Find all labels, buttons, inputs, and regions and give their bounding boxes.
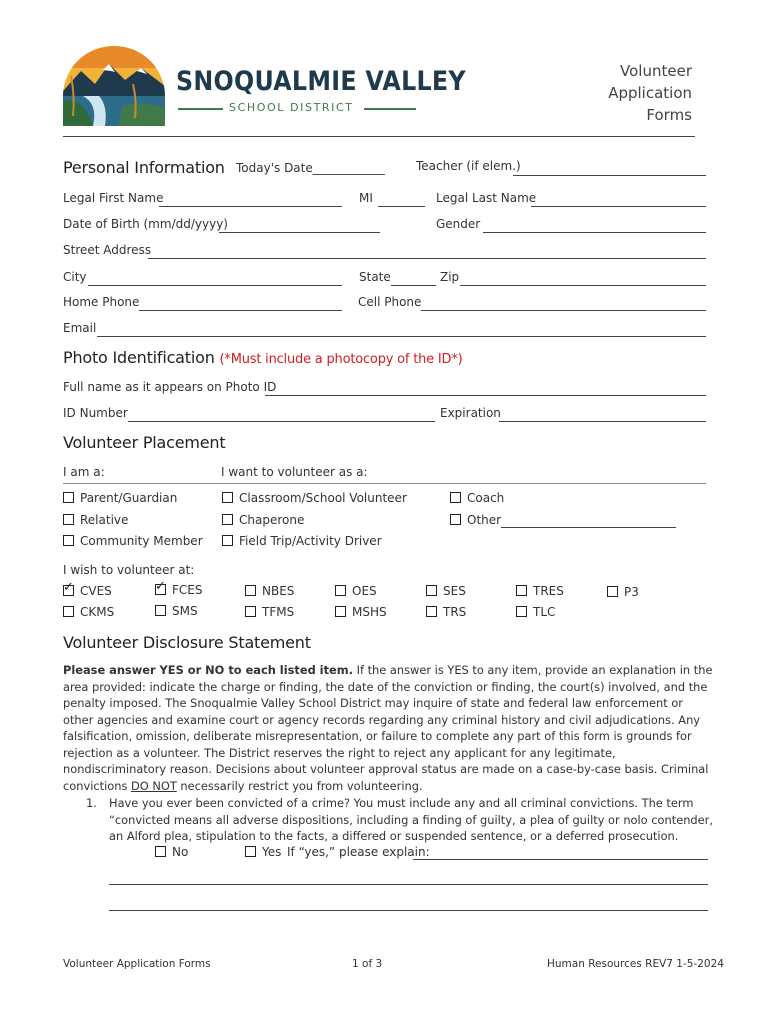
todays-date-text: Today's Date [236, 161, 313, 175]
email-field[interactable] [97, 336, 706, 337]
checkbox-icon[interactable] [155, 846, 166, 857]
district-logo [63, 46, 165, 126]
street-field[interactable] [148, 258, 706, 259]
logo-rule-left [178, 108, 223, 110]
disclosure-text-1: If the answer is YES to any item, provide an explanation in the area provided: indicate the charge or finding, the date of the conviction or finding, the court(s) involved, and the penalty imposed. The Snoqualmie Valley School District may inquire of state and federal law enforcement or other agencies and examine court or agency records regarding any criminal history and civil adjudications. Any falsification, omission, deliberate misrepresentation, or failure to complete any part of this form is grounds for rejection as a volunteer. The District reserves the right to reject any applicant for any legitimate, nondiscriminatory reason. Decisions about volunteer approval status are made on a case-by-case basis. Criminal convictions [63, 663, 713, 793]
checkbox-icon[interactable] [335, 585, 346, 596]
checkbox-icon[interactable] [222, 492, 233, 503]
checkbox-other[interactable] [450, 513, 501, 527]
zip-field[interactable] [460, 285, 706, 286]
checkbox-label: Field Trip/Activity Driver [239, 534, 382, 548]
state-label: State [359, 270, 391, 284]
checkbox-icon[interactable] [63, 492, 74, 503]
school-label: OES [352, 584, 377, 598]
school-fces[interactable] [155, 583, 202, 597]
school-tres[interactable] [516, 584, 564, 598]
i-am-a-label: I am a: [63, 465, 105, 479]
school-label: MSHS [352, 605, 387, 619]
checkbox-icon[interactable] [63, 535, 74, 546]
teacher-label: Teacher (if elem.) [416, 159, 521, 173]
teacher-field[interactable] [513, 175, 706, 176]
school-cves[interactable] [63, 584, 112, 598]
checkbox-checked-icon[interactable] [63, 585, 74, 596]
explain-label: If “yes,” please explain: [287, 845, 430, 859]
full-name-label: Full name as it appears on Photo ID [63, 380, 277, 394]
todays-date-blank[interactable]: ____________ [312, 161, 385, 175]
school-label: TFMS [262, 605, 295, 619]
checkbox-parent-guardian[interactable] [63, 491, 177, 505]
school-label: SMS [172, 604, 198, 618]
city-label: City [63, 270, 87, 284]
state-field[interactable] [391, 285, 436, 286]
document-title-line2: Application [608, 84, 692, 102]
school-nbes[interactable] [245, 584, 294, 598]
school-sms[interactable] [155, 604, 198, 618]
cell-phone-field[interactable] [421, 310, 706, 311]
other-field[interactable] [501, 527, 676, 528]
expiration-label: Expiration [440, 406, 501, 420]
checkbox-label: Coach [467, 491, 505, 505]
legal-last-field[interactable] [531, 206, 706, 207]
photo-id-heading-text: Photo Identification [63, 348, 215, 367]
school-label: FCES [172, 583, 203, 597]
checkbox-relative[interactable] [63, 513, 128, 527]
school-label: P3 [624, 585, 639, 599]
cell-phone-label: Cell Phone [358, 295, 422, 309]
header-divider [63, 136, 695, 137]
checkbox-field-trip-driver[interactable] [222, 534, 382, 548]
street-label: Street Address [63, 243, 152, 257]
school-label: TRS [443, 605, 467, 619]
dob-field[interactable] [219, 232, 380, 233]
school-tfms[interactable] [245, 605, 294, 619]
checkbox-icon[interactable] [245, 606, 256, 617]
disclosure-heading: Volunteer Disclosure Statement [63, 633, 311, 652]
school-oes[interactable] [335, 584, 377, 598]
photo-id-heading [63, 348, 463, 367]
disclosure-paragraph [63, 662, 713, 794]
legal-first-field[interactable] [159, 206, 342, 207]
answer-yes[interactable] [245, 845, 281, 859]
footer-right: Human Resources REV7 1-5-2024 [547, 958, 724, 970]
footer-page-number: 1 of 3 [352, 958, 383, 970]
checkbox-icon[interactable] [450, 514, 461, 525]
checkbox-label: Relative [80, 513, 129, 527]
checkbox-icon[interactable] [245, 846, 256, 857]
school-label: CKMS [80, 605, 115, 619]
checkbox-icon[interactable] [450, 492, 461, 503]
checkbox-coach[interactable] [450, 491, 504, 505]
checkbox-label: Other [467, 513, 502, 527]
answer-no[interactable] [155, 845, 188, 859]
school-tlc[interactable] [516, 605, 555, 619]
home-phone-field[interactable] [139, 310, 342, 311]
city-field[interactable] [88, 285, 342, 286]
checkbox-icon[interactable] [155, 605, 166, 616]
checkbox-label: Chaperone [239, 513, 305, 527]
checkbox-icon[interactable] [426, 585, 437, 596]
checkbox-chaperone[interactable] [222, 513, 304, 527]
want-to-label: I want to volunteer as a: [221, 465, 368, 479]
checkbox-icon[interactable] [63, 514, 74, 525]
mi-field[interactable] [378, 206, 425, 207]
checkbox-label: Classroom/School Volunteer [239, 491, 407, 505]
checkbox-icon[interactable] [245, 585, 256, 596]
school-mshs[interactable] [335, 605, 387, 619]
school-label: TLC [533, 605, 556, 619]
logo-title: SNOQUALMIE VALLEY [176, 66, 466, 97]
id-number-label: ID Number [63, 406, 128, 420]
checkbox-icon[interactable] [63, 606, 74, 617]
gender-field[interactable] [483, 232, 706, 233]
question-1-text: Have you ever been convicted of a crime? You must include any and all criminal convictions. The term “convicted means all adverse dispositions, including a finding of guilty, a plea of guilty or nolo contender, an Alford plea, stipulation to the facts, a differed or suspended sentence, or a deferred prosecution. [109, 796, 713, 843]
checkbox-classroom-volunteer[interactable] [222, 491, 407, 505]
placement-heading: Volunteer Placement [63, 433, 226, 452]
document-title-line3: Forms [646, 106, 692, 124]
home-phone-label: Home Phone [63, 295, 140, 309]
logo-subtitle: SCHOOL DISTRICT [229, 101, 354, 114]
school-label: SES [443, 584, 466, 598]
disclosure-underlined: DO NOT [131, 778, 177, 793]
explain-field-2[interactable] [109, 884, 708, 885]
footer-left: Volunteer Application Forms [63, 958, 211, 970]
id-number-field[interactable] [128, 421, 435, 422]
document-title [608, 60, 692, 126]
wish-at-label: I wish to volunteer at: [63, 563, 195, 577]
photo-id-note: (*Must include a photocopy of the ID*) [219, 352, 463, 367]
school-p3[interactable] [607, 585, 639, 599]
disclosure-text-2: necessarily restrict you from volunteering. [176, 778, 423, 793]
gender-label: Gender [436, 217, 481, 231]
personal-info-heading: Personal Information [63, 158, 225, 177]
checkbox-label: Parent/Guardian [80, 491, 178, 505]
school-ckms[interactable] [63, 605, 114, 619]
answer-yes-label: Yes [262, 845, 282, 859]
school-trs[interactable] [426, 605, 466, 619]
todays-date-label [236, 161, 385, 175]
disclosure-lead: Please answer YES or NO to each listed item. [63, 663, 353, 677]
checkbox-icon[interactable] [335, 606, 346, 617]
checkbox-icon[interactable] [222, 514, 233, 525]
school-label: NBES [262, 584, 295, 598]
checkbox-icon[interactable] [607, 586, 618, 597]
placement-divider [63, 483, 706, 484]
checkbox-icon[interactable] [222, 535, 233, 546]
logo-rule-right [364, 108, 416, 110]
legal-first-label: Legal First Name [63, 191, 164, 205]
document-title-line1: Volunteer [620, 62, 692, 80]
zip-label: Zip [440, 270, 460, 284]
mi-label: MI [359, 191, 373, 205]
answer-no-label: No [172, 845, 189, 859]
checkbox-icon[interactable] [516, 606, 527, 617]
explain-field-3[interactable] [109, 910, 708, 911]
checkbox-checked-icon[interactable] [155, 584, 166, 595]
checkbox-icon[interactable] [426, 606, 437, 617]
question-1-number: 1. [86, 796, 97, 810]
school-label: TRES [533, 584, 564, 598]
dob-label: Date of Birth (mm/dd/yyyy) [63, 217, 228, 231]
email-label: Email [63, 321, 97, 335]
checkbox-community-member[interactable] [63, 534, 203, 548]
explain-field-1[interactable] [413, 859, 708, 860]
legal-last-label: Legal Last Name [436, 191, 537, 205]
school-label: CVES [80, 584, 112, 598]
full-name-field[interactable] [265, 395, 706, 396]
checkbox-icon[interactable] [516, 585, 527, 596]
school-ses[interactable] [426, 584, 466, 598]
checkbox-label: Community Member [80, 534, 203, 548]
expiration-field[interactable] [499, 421, 706, 422]
